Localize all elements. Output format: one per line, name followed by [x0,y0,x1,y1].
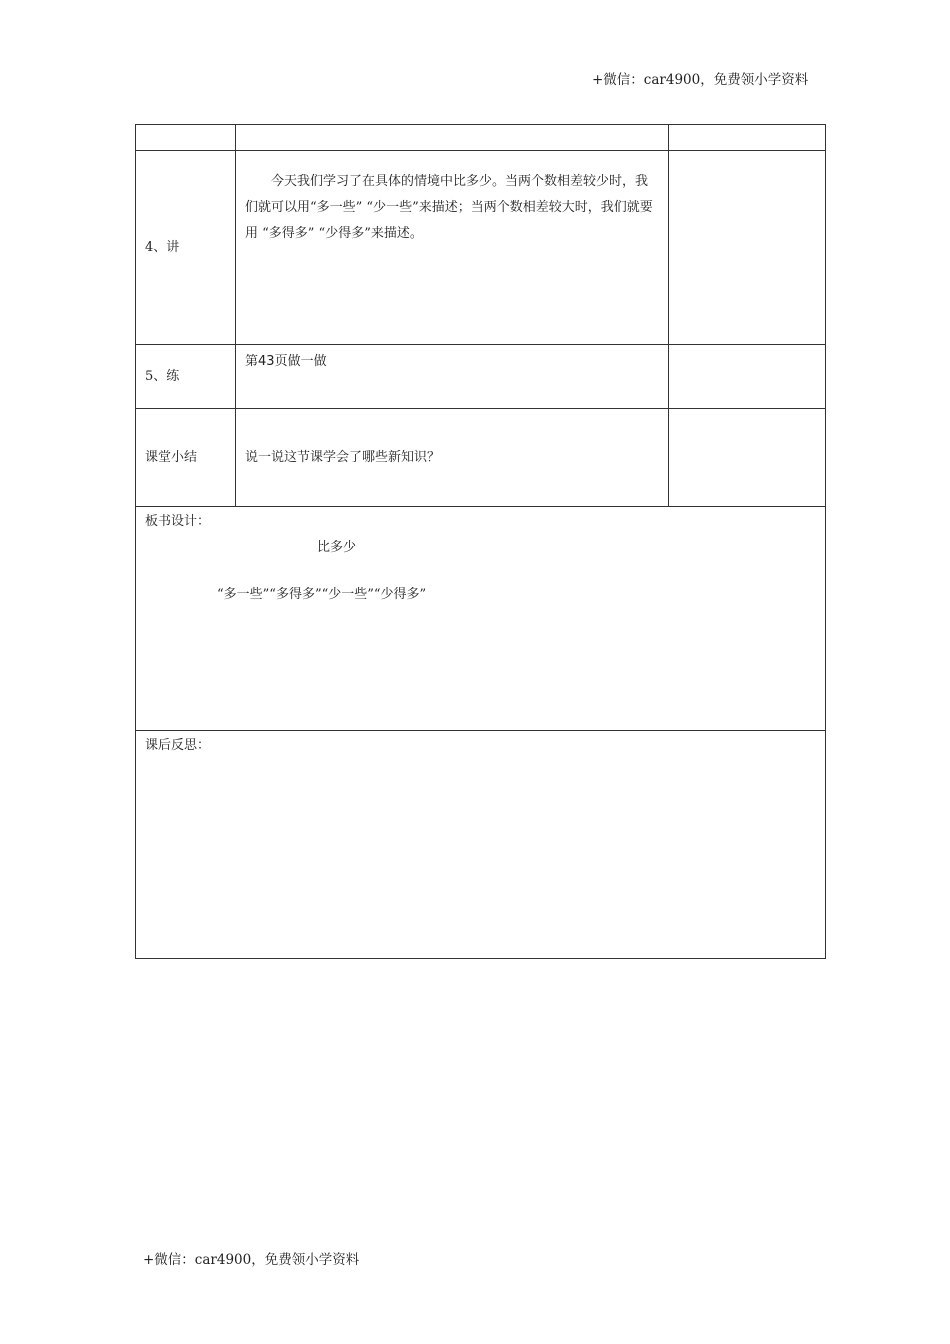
practice-cell [236,345,669,409]
table-row-summary [136,409,826,507]
board-design-cell [136,507,826,731]
row-label-practice: 5、练 [136,345,236,409]
practice-suffix: 页做一做 [274,354,327,369]
practice-prefix: 第 [245,354,259,369]
table-cell [669,409,826,507]
practice-text [245,345,659,375]
table-cell [669,125,826,151]
reflection-label: 课后反思： [145,738,211,753]
table-row-reflection [136,731,826,959]
summary-text: 说一说这节课学会了哪些新知识？ [236,409,669,507]
table-cell [669,151,826,345]
board-design-terms: “多一些”“多得多”“少一些”“少得多” [217,587,427,602]
lecture-cell [236,151,669,345]
board-design-label: 板书设计： [145,514,211,529]
lesson-plan-table [135,124,826,959]
table-row-lecture [136,151,826,345]
table-row-board-design [136,507,826,731]
board-design-title: 比多少 [317,540,357,555]
table-row-empty-header [136,125,826,151]
table-cell [669,345,826,409]
lecture-text: 今天我们学习了在具体的情境中比多少。当两个数相差较少时，我们就可以用“多一些” “少一些”来描述；当两个数相差较大时，我们就要用 “多得多” “少得多”来描述。 [245,174,653,241]
practice-page-number: 43 [258,354,275,369]
footer-note: +微信：car4900，免费领小学资料 [143,1252,360,1268]
reflection-cell [136,731,826,959]
row-label-summary: 课堂小结 [136,409,236,507]
header-note: +微信：car4900，免费领小学资料 [592,72,809,88]
table-row-practice [136,345,826,409]
row-label-lecture: 4、讲 [136,151,236,345]
table-cell [136,125,236,151]
table-cell [236,125,669,151]
